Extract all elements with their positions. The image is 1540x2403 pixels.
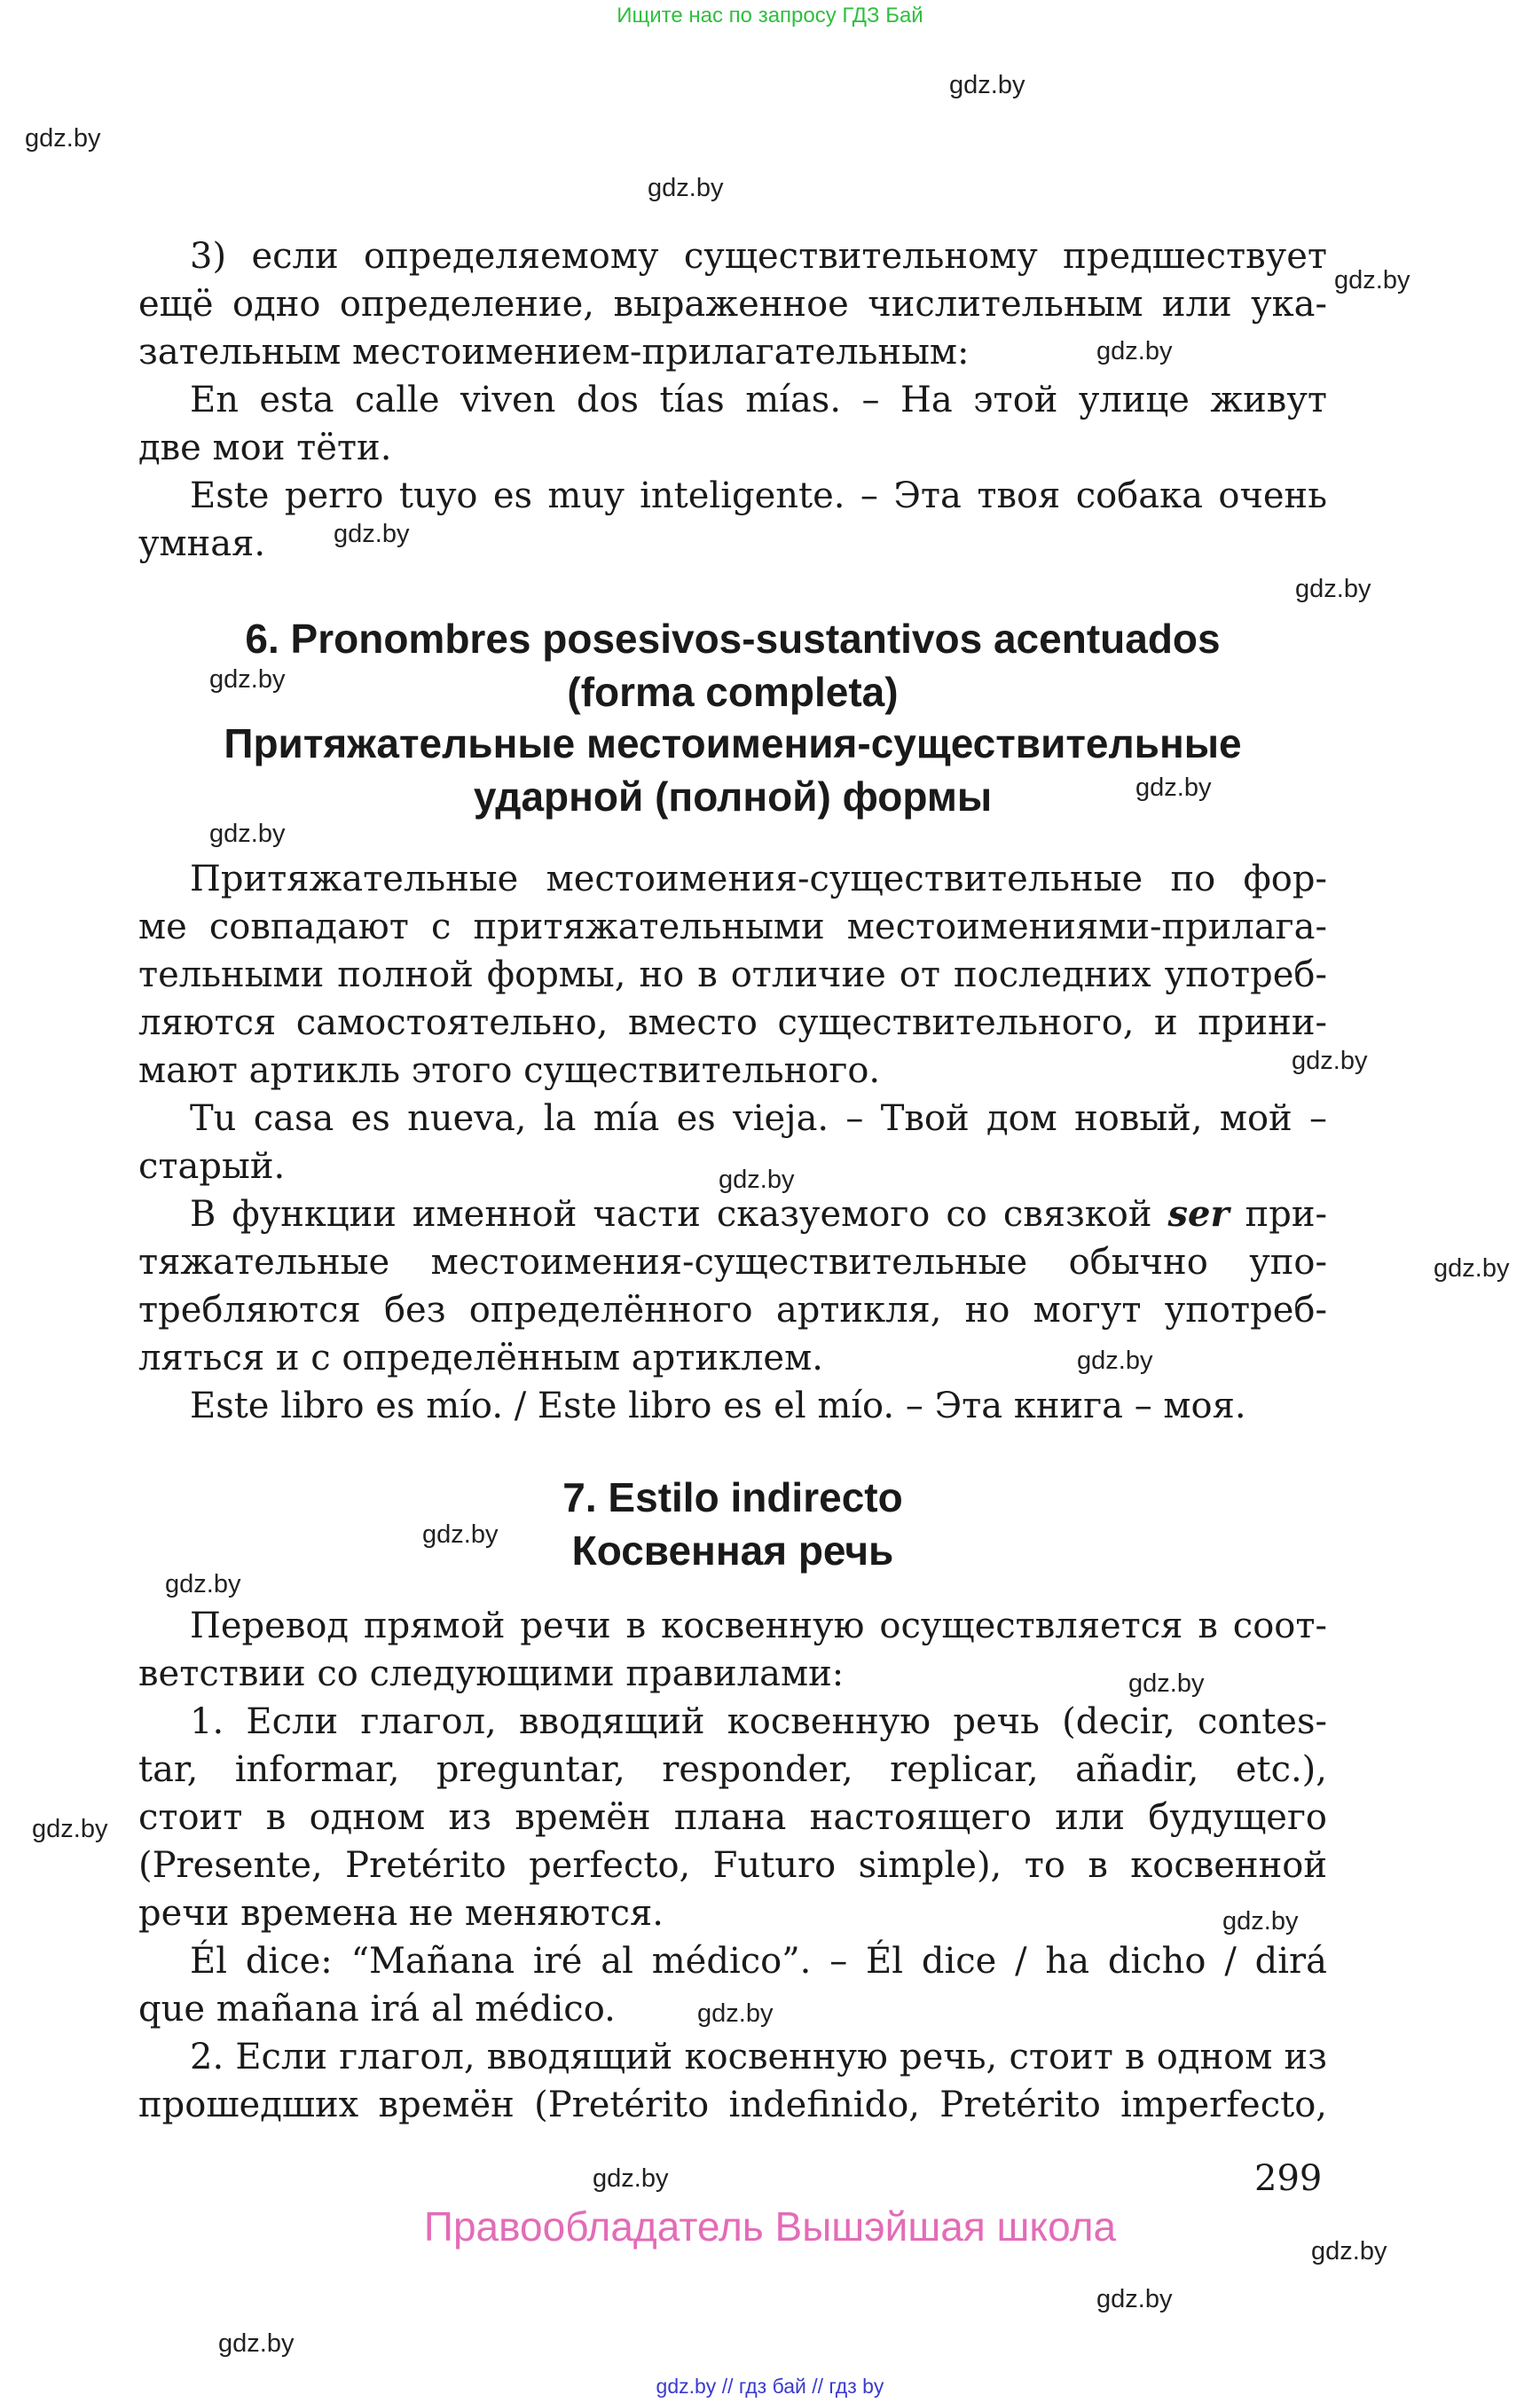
text-line xyxy=(138,1190,1327,1238)
watermark: gdz.by xyxy=(25,124,101,153)
watermark: gdz.by xyxy=(1077,1347,1153,1375)
watermark: gdz.by xyxy=(422,1520,499,1549)
text-line: тельными полной формы, но в отличие от последних употреб- xyxy=(138,954,1327,995)
watermark: gdz.by xyxy=(1311,2237,1387,2266)
page-number: 299 xyxy=(1254,2158,1323,2199)
watermark: gdz.by xyxy=(165,1570,241,1598)
text-line: две мои тёти. xyxy=(138,428,392,468)
watermark: gdz.by xyxy=(1295,575,1371,603)
text-line: мают артикль этого существительного. xyxy=(138,1050,881,1091)
text-line: ляются самостоятельно, вместо существительного, и прини- xyxy=(138,1002,1327,1043)
watermark: gdz.by xyxy=(719,1166,795,1194)
section-6-body xyxy=(138,855,1327,1430)
watermark: gdz.by xyxy=(1334,266,1410,294)
section-7-body xyxy=(138,1602,1327,2129)
text-line: Притяжательные местоимения-существительные по фор- xyxy=(190,859,1327,899)
title-line: Притяжательные местоимения-существительные xyxy=(224,720,1242,766)
watermark: gdz.by xyxy=(1222,1907,1299,1936)
watermark: gdz.by xyxy=(334,520,410,548)
text-line: речи времена не меняются. xyxy=(138,1893,664,1934)
title-line: 6. Pronombres posesivos-sustantivos acentuados xyxy=(245,616,1221,662)
text-line: умная. xyxy=(138,523,266,564)
watermark: gdz.by xyxy=(209,820,286,848)
copyright-notice: Правообладатель Вышэйшая школа xyxy=(423,2203,1117,2250)
watermark: gdz.by xyxy=(1434,1254,1510,1283)
title-line: Косвенная речь xyxy=(571,1527,894,1574)
watermark: gdz.by xyxy=(1096,2285,1173,2313)
section-6-title-ru xyxy=(138,717,1327,823)
text-line: que mañana irá al médico. xyxy=(138,1989,616,2030)
text-line: 1. Если глагол, вводящий косвенную речь (decir, contes- xyxy=(190,1701,1327,1742)
text-span: В функции именной части сказуемого со связкой xyxy=(190,1194,1168,1235)
section-6-title-es xyxy=(138,612,1327,719)
text-line: En esta calle viven dos tías mías. – На этой улице живут xyxy=(190,380,1327,420)
text-line: Él dice: “Mañana iré al médico”. – Él dice / ha dicho / dirá xyxy=(190,1941,1327,1982)
text-line: 3) если определяемому существительному предшествует xyxy=(190,236,1327,277)
text-line: зательным местоимением-прилагательным: xyxy=(138,332,970,373)
text-line: ещё одно определение, выраженное числительным или ука- xyxy=(138,284,1327,325)
section-7-title xyxy=(138,1471,1327,1577)
intro-text xyxy=(138,232,1327,568)
text-line: ветствии со следующими правилами: xyxy=(138,1653,845,1694)
text-line: прошедших времён (Pretérito indefinido, Pretérito imperfecto, xyxy=(138,2085,1327,2125)
text-line: Tu casa es nueva, la mía es vieja. – Твой дом новый, мой – xyxy=(190,1098,1327,1139)
text-line: ляться и с определённым артиклем. xyxy=(138,1338,823,1378)
title-line: 7. Estilo indirecto xyxy=(562,1474,903,1520)
watermark: gdz.by xyxy=(648,174,724,202)
bottom-links[interactable]: gdz.by // гдз бай // гдз by xyxy=(656,2375,884,2398)
top-banner[interactable]: Ищите нас по запросу ГДЗ Бай xyxy=(617,4,923,27)
title-line: ударной (полной) формы xyxy=(473,774,993,820)
watermark: gdz.by xyxy=(949,71,1025,99)
watermark: gdz.by xyxy=(1292,1047,1368,1075)
text-line: Este libro es mío. / Este libro es el mío. – Эта книга – моя. xyxy=(190,1386,1246,1426)
watermark: gdz.by xyxy=(218,2329,295,2358)
text-span: при- xyxy=(1229,1194,1328,1235)
text-line: Este perro tuyo es muy inteligente. – Эта твоя собака очень xyxy=(190,475,1327,516)
watermark: gdz.by xyxy=(593,2164,669,2193)
watermark: gdz.by xyxy=(697,1999,774,2028)
ser-word: ser xyxy=(1167,1193,1230,1235)
title-line: (forma completa) xyxy=(567,669,899,715)
text-line: 2. Если глагол, вводящий косвенную речь, стоит в одном из xyxy=(190,2037,1327,2077)
text-line: требляются без определённого артикля, но могут употреб- xyxy=(138,1290,1327,1331)
text-line: Перевод прямой речи в косвенную осуществляется в соот- xyxy=(190,1606,1327,1646)
text-line: тяжательные местоимения-существительные обычно упо- xyxy=(138,1242,1327,1283)
watermark: gdz.by xyxy=(1128,1669,1205,1698)
watermark: gdz.by xyxy=(32,1815,108,1843)
watermark: gdz.by xyxy=(209,665,286,694)
watermark: gdz.by xyxy=(1135,774,1212,802)
watermark: gdz.by xyxy=(1096,337,1173,365)
text-line: старый. xyxy=(138,1146,286,1187)
text-line: (Presente, Pretérito perfecto, Futuro simple), то в косвенной xyxy=(138,1845,1327,1886)
text-line: tar, informar, preguntar, responder, replicar, añadir, etc.), xyxy=(138,1749,1327,1790)
text-line: ме совпадают с притяжательными местоимениями-прилага- xyxy=(138,907,1327,947)
text-line: стоит в одном из времён плана настоящего или будущего xyxy=(138,1797,1327,1838)
